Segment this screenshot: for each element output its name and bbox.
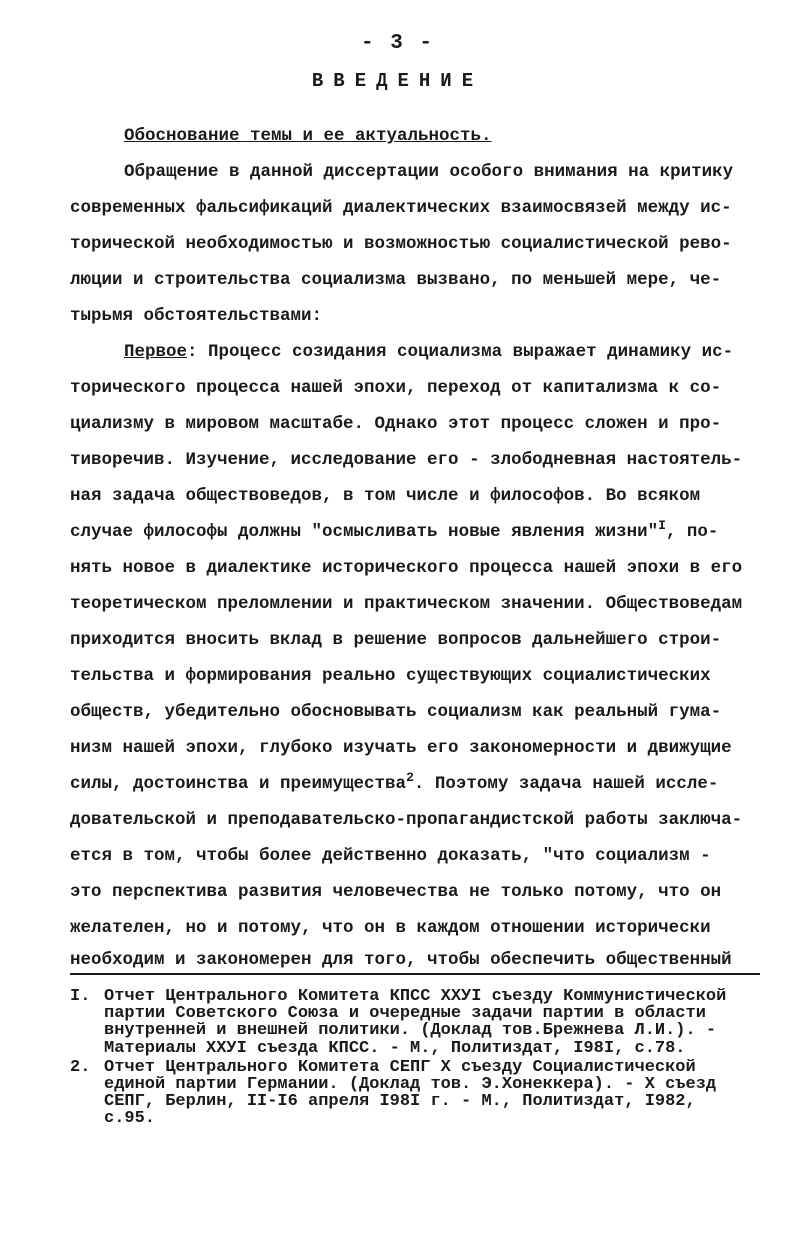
footnote-ref: I — [658, 518, 666, 534]
paragraph-line: теоретическом преломлении и практическом значении. Обществоведам — [70, 594, 743, 614]
paragraph-line: это перспектива развития человечества не только потому, что он — [70, 882, 722, 902]
paragraph-line: люции и строительства социализма вызвано, по меньшей мере, че- — [70, 270, 722, 290]
line-text: силы, достоинства и преимущества — [70, 774, 407, 794]
paragraph-line: тырьмя обстоятельствами: — [70, 306, 323, 326]
paragraph-line: низм нашей эпохи, глубоко изучать его закономерности и движущие — [70, 738, 732, 758]
footnote-divider — [70, 973, 760, 975]
lead-word: Первое — [124, 342, 188, 362]
page-title: ВВЕДЕНИЕ — [311, 70, 484, 92]
page-number: - 3 - — [360, 32, 434, 55]
paragraph-line — [70, 772, 718, 796]
footnote-number: 2. — [70, 1058, 91, 1077]
paragraph-line: ется в том, чтобы более действенно доказать, "что социализм - — [70, 846, 711, 866]
paragraph-line: обществ, убедительно обосновывать социализм как реальный гума- — [70, 702, 722, 722]
paragraph-line: современных фальсификаций диалектических взаимосвязей между ис- — [70, 198, 732, 218]
paragraph-line: Обращение в данной диссертации особого внимания на критику — [124, 162, 734, 182]
footnote-line: Материалы XXУI съезда КПСС. - М., Политиздат, I98I, с.78. — [104, 1039, 686, 1058]
footnote-line: Отчет Центрального Комитета СЕПГ X съезду Социалистической — [104, 1058, 696, 1077]
paragraph-line — [70, 520, 718, 544]
footnote-line: СЕПГ, Берлин, II-I6 апреля I98I г. - М., Политиздат, I982, — [104, 1092, 696, 1111]
paragraph-line: нять новое в диалектике исторического процесса нашей эпохи в его — [70, 558, 743, 578]
footnote-line: партии Советского Союза и очередные задачи партии в области — [104, 1004, 706, 1023]
paragraph-line: торической необходимостью и возможностью социалистической рево- — [70, 234, 732, 254]
section-title: Обоснование темы и ее актуальность. — [124, 126, 492, 146]
paragraph-line: торического процесса нашей эпохи, переход от капитализма к со- — [70, 378, 722, 398]
paragraph-line — [124, 340, 733, 364]
paragraph-line: необходим и закономерен для того, чтобы обеспечить общественный — [70, 950, 732, 970]
footnote-line: единой партии Германии. (Доклад тов. Э.Хонеккера). - X съезд — [104, 1075, 717, 1094]
footnote-line: с.95. — [104, 1109, 156, 1128]
footnote-ref: 2 — [406, 770, 414, 786]
footnote-number: I. — [70, 987, 91, 1006]
paragraph-line: желателен, но и потому, что он в каждом отношении исторически — [70, 918, 711, 938]
footnote-line: Отчет Центрального Комитета КПСС XXУI съезду Коммунистической — [104, 987, 727, 1006]
paragraph-line: ная задача обществоведов, в том числе и философов. Во всяком — [70, 486, 701, 506]
paragraph-line: циализму в мировом масштабе. Однако этот процесс сложен и про- — [70, 414, 722, 434]
footnote-line: внутренней и внешней политики. (Доклад тов.Брежнева Л.И.). - — [104, 1021, 717, 1040]
line-text: случае философы должны "осмысливать новые явления жизни" — [70, 522, 659, 542]
line-text: , по- — [665, 522, 719, 542]
paragraph-line: тельства и формирования реально существующих социалистических — [70, 666, 711, 686]
paragraph-line: приходится вносить вклад в решение вопросов дальнейшего строи- — [70, 630, 722, 650]
line-text: . Поэтому задача нашей иссле- — [413, 774, 719, 794]
line-text: : Процесс созидания социализма выражает динамику ис- — [187, 342, 734, 362]
paragraph-line: довательской и преподавательско-пропагандистской работы заключа- — [70, 810, 743, 830]
paragraph-line: тиворечив. Изучение, исследование его - злободневная настоятель- — [70, 450, 743, 470]
